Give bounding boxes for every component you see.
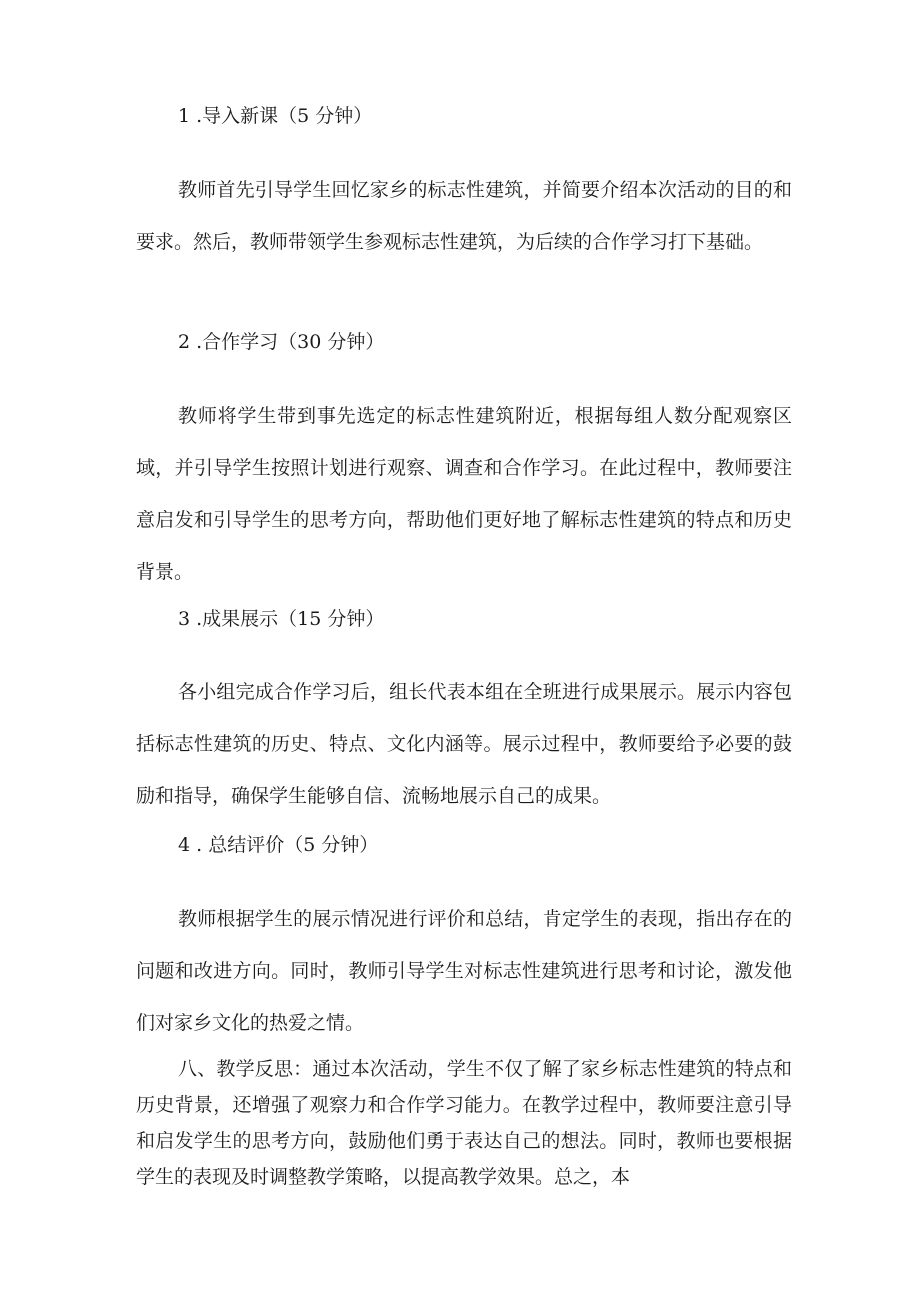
section-body-2: 教师将学生带到事先选定的标志性建筑附近，根据每组人数分配观察区域，并引导学生按照计划进行观察、调查和合作学习。在此过程中，教师要注意启发和引导学生的思考方向，帮助他们更好地了解标志性建筑的特点和历史背景。 bbox=[136, 405, 792, 583]
section-heading-3: 3 .成果展示（15 分钟） bbox=[178, 608, 385, 630]
section-heading-1: 1 .导入新课（5 分钟） bbox=[178, 105, 373, 127]
teaching-reflection: 八、教学反思：通过本次活动，学生不仅了解了家乡标志性建筑的特点和历史背景，还增强了观察力和合作学习能力。在教学过程中，教师要注意引导和启发学生的思考方向，鼓励他们勇于表达自己的想法。同时，教师也要根据学生的表现及时调整教学策略，以提高教学效果。总之，本 bbox=[136, 1058, 792, 1188]
section-body-4: 教师根据学生的展示情况进行评价和总结，肯定学生的表现，指出存在的问题和改进方向。同时，教师引导学生对标志性建筑进行思考和讨论，激发他们对家乡文化的热爱之情。 bbox=[136, 908, 792, 1034]
section-body-3: 各小组完成合作学习后，组长代表本组在全班进行成果展示。展示内容包括标志性建筑的历史、特点、文化内涵等。展示过程中，教师要给予必要的鼓励和指导，确保学生能够自信、流畅地展示自己的成果。 bbox=[136, 681, 792, 807]
section-body-1: 教师首先引导学生回忆家乡的标志性建筑，并简要介绍本次活动的目的和要求。然后，教师带领学生参观标志性建筑，为后续的合作学习打下基础。 bbox=[136, 179, 792, 253]
section-heading-2: 2 .合作学习（30 分钟） bbox=[178, 331, 385, 353]
section-heading-4: 4 . 总结评价（5 分钟） bbox=[178, 834, 379, 856]
